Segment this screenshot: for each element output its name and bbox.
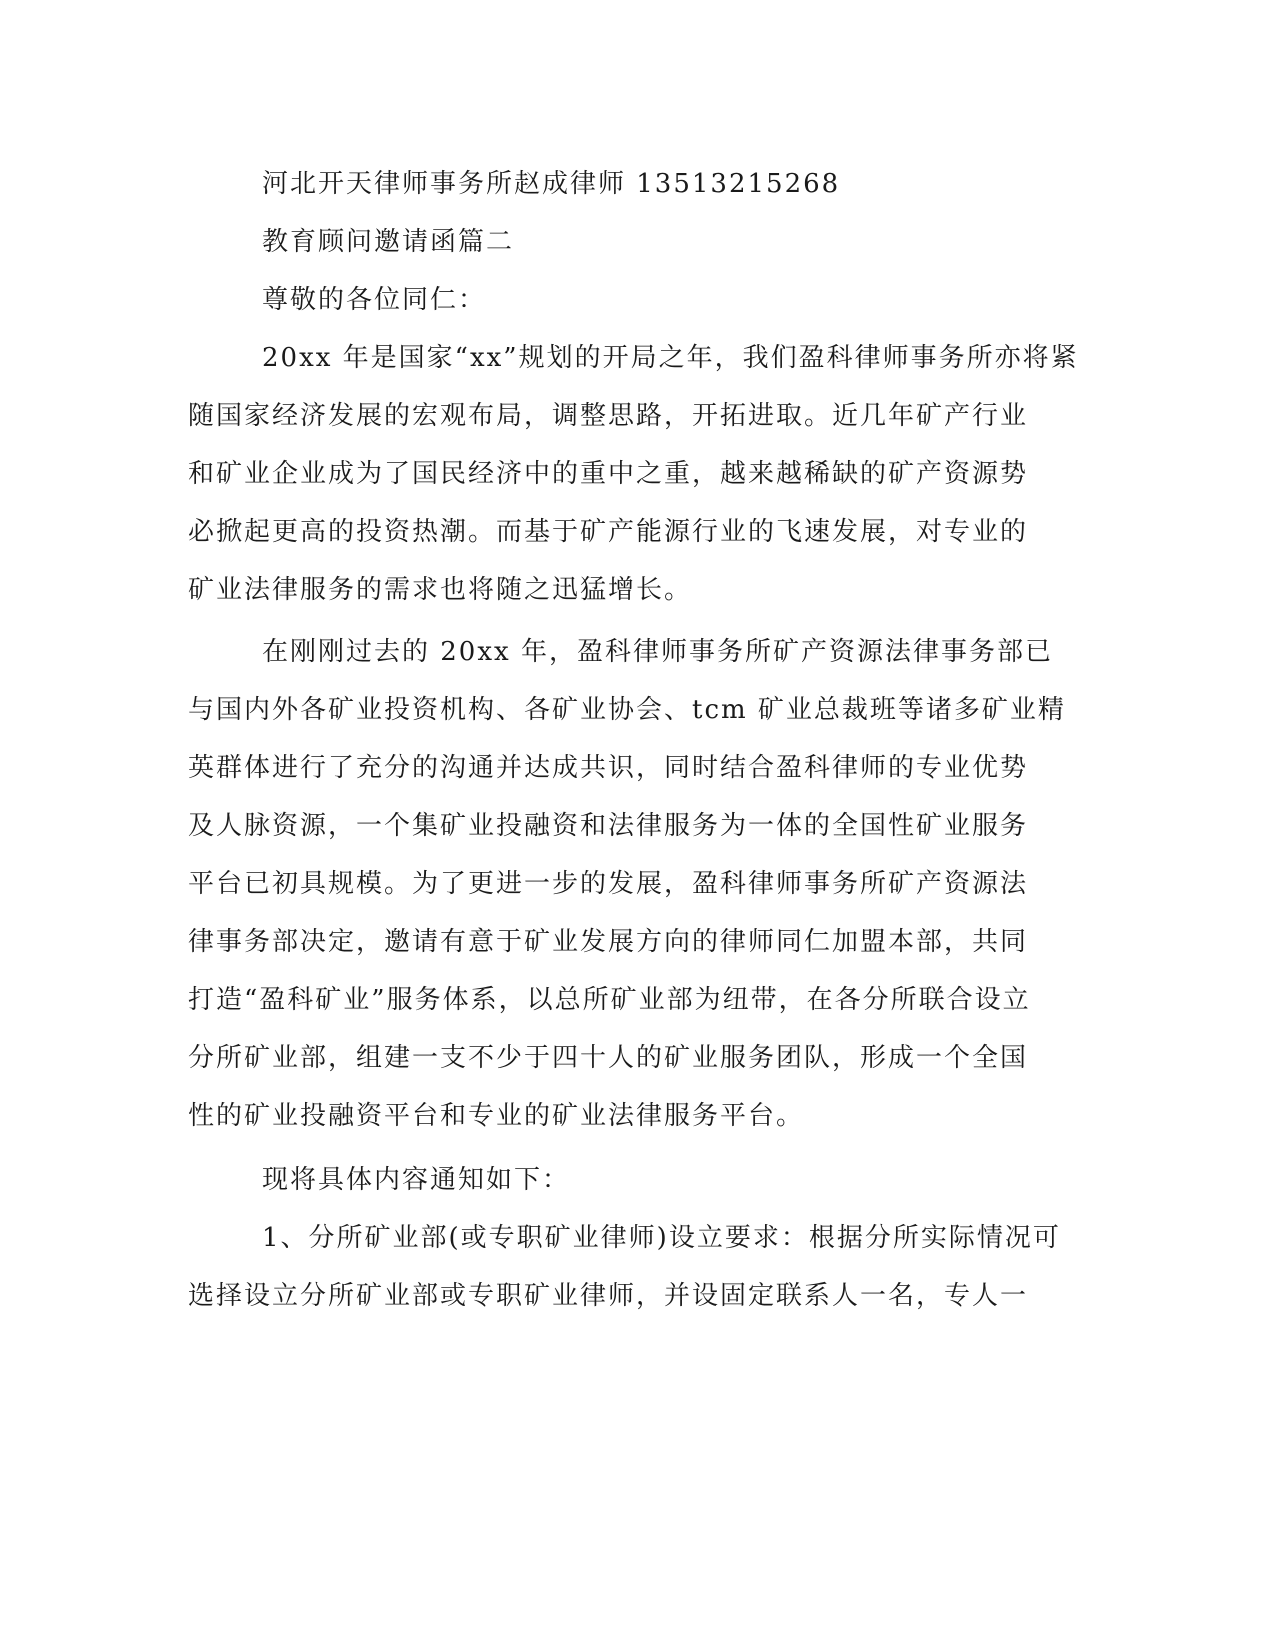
paragraph-line: 英群体进行了充分的沟通并达成共识，同时结合盈科律师的专业优势 xyxy=(188,753,1029,783)
list-item-line: 1、分所矿业部(或专职矿业律师)设立要求：根据分所实际情况可 xyxy=(262,1223,1061,1253)
paragraph-line: 随国家经济发展的宏观布局，调整思路，开拓进取。近几年矿产行业 xyxy=(188,401,1029,431)
list-item-line: 选择设立分所矿业部或专职矿业律师，并设固定联系人一名，专人一 xyxy=(188,1281,1029,1311)
paragraph-line: 必掀起更高的投资热潮。而基于矿产能源行业的飞速发展，对专业的 xyxy=(188,517,1029,547)
section-title: 教育顾问邀请函篇二 xyxy=(262,227,515,257)
paragraph-line: 平台已初具规模。为了更进一步的发展，盈科律师事务所矿产资源法 xyxy=(188,869,1029,899)
paragraph-line: 及人脉资源，一个集矿业投融资和法律服务为一体的全国性矿业服务 xyxy=(188,811,1029,841)
notice-line: 现将具体内容通知如下： xyxy=(262,1165,571,1195)
paragraph-line: 与国内外各矿业投资机构、各矿业协会、tcm 矿业总裁班等诸多矿业精 xyxy=(188,695,1066,725)
paragraph-line: 矿业法律服务的需求也将随之迅猛增长。 xyxy=(188,575,693,605)
paragraph-line: 分所矿业部，组建一支不少于四十人的矿业服务团队，形成一个全国 xyxy=(188,1043,1029,1073)
paragraph-line: 性的矿业投融资平台和专业的矿业法律服务平台。 xyxy=(188,1101,805,1131)
paragraph-line: 和矿业企业成为了国民经济中的重中之重，越来越稀缺的矿产资源势 xyxy=(188,459,1029,489)
paragraph-line: 20xx 年是国家“xx”规划的开局之年，我们盈科律师事务所亦将紧 xyxy=(262,343,1079,373)
salutation: 尊敬的各位同仁： xyxy=(262,285,487,315)
contact-line: 河北开天律师事务所赵成律师 13513215268 xyxy=(262,169,841,199)
paragraph-line: 在刚刚过去的 20xx 年，盈科律师事务所矿产资源法律事务部已 xyxy=(262,637,1053,667)
paragraph-line: 打造“盈科矿业”服务体系，以总所矿业部为纽带，在各分所联合设立 xyxy=(188,985,1031,1015)
paragraph-line: 律事务部决定，邀请有意于矿业发展方向的律师同仁加盟本部，共同 xyxy=(188,927,1029,957)
